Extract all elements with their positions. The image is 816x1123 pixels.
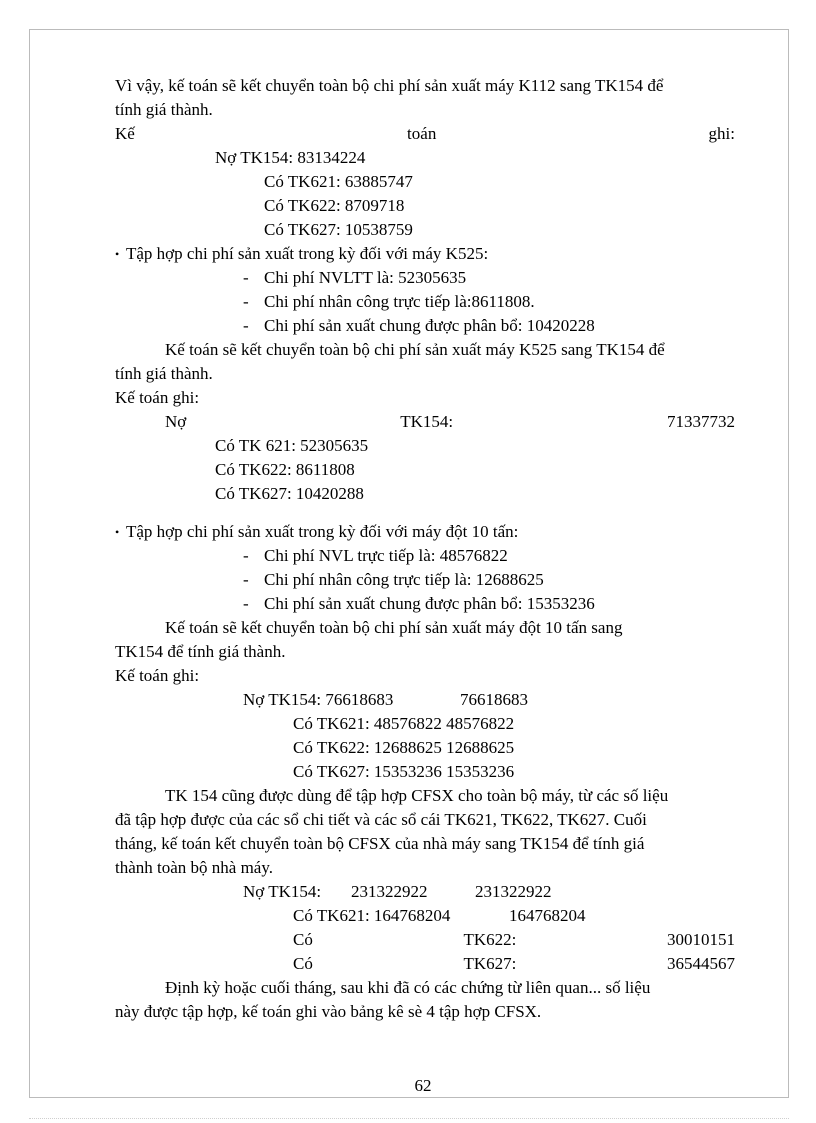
dot10-credit: Có TK622: 12688625 12688625 [293,738,515,757]
dash-icon: - [243,570,249,589]
dot10-item [243,570,544,590]
dot10-item [243,546,508,566]
tk154-debit-amount-2: 231322922 [475,882,552,901]
word: ghi: [708,124,735,143]
final-para-line-1: Định kỳ hoặc cuối tháng, sau khi đã có các chứng từ liên quan... số liệu [165,978,651,997]
tk154-para-line: tháng, kế toán kết chuyển toàn bộ CFSX của nhà máy sang TK154 để tính giá [115,834,645,853]
amount: 36544567 [666,954,735,973]
amount: 30010151 [666,930,735,949]
tk154-debit-label: Nợ TK154: [243,882,322,901]
amount: 71337732 [666,412,735,431]
dash-icon: - [243,316,249,335]
entry1-credit: Có TK621: 63885747 [264,172,413,191]
dash-icon: - [243,546,249,565]
dash-icon: - [243,594,249,613]
item-text: Chi phí sản xuất chung được phân bổ: 10420228 [264,316,595,335]
tk154-para-line: TK 154 cũng được dùng để tập hợp CFSX cho toàn bộ máy, từ các số liệu [165,786,669,805]
item-text: Chi phí NVL trực tiếp là: 48576822 [264,546,508,565]
k525-item [243,292,535,312]
tk154-credit-621-amount: 164768204 [509,906,586,925]
entry1-debit: Nợ TK154: 83134224 [215,148,366,167]
entry1-credit: Có TK622: 8709718 [264,196,405,215]
k525-credit: Có TK 621: 52305635 [215,436,369,455]
dot10-debit-amount: 76618683 [460,690,528,709]
ke-toan-ghi-line [115,124,735,144]
k525-item [243,268,466,288]
heading-text: Tập hợp chi phí sản xuất trong kỳ đối với máy K525: [126,244,489,263]
word: Có [293,930,313,949]
tk154-credit-621: Có TK621: 164768204 [293,906,451,925]
dot10-credit: Có TK627: 15353236 15353236 [293,762,515,781]
item-text: Chi phí nhân công trực tiếp là:8611808. [264,292,535,311]
heading-text: Tập hợp chi phí sản xuất trong kỳ đối với máy đột 10 tấn: [126,522,519,541]
entry1-credit: Có TK627: 10538759 [264,220,413,239]
tk154-credit-622 [293,930,735,950]
word: Có [293,954,313,973]
word: Nợ [165,412,187,431]
page-number: 62 [414,1076,432,1095]
k525-debit [165,412,735,432]
intro-line-1: Vì vậy, kế toán sẽ kết chuyển toàn bộ chi phí sản xuất máy K112 sang TK154 để [115,76,664,95]
k525-item [243,316,595,336]
dash-icon: - [243,292,249,311]
dot10-para-line-1: Kế toán sẽ kết chuyển toàn bộ chi phí sản xuất máy đột 10 tấn sang [165,618,623,637]
dot10-debit: Nợ TK154: 76618683 [243,690,394,709]
bottom-dotted-divider [29,1118,789,1119]
item-text: Chi phí NVLTT là: 52305635 [264,268,467,287]
dot10-ke-toan-ghi: Kế toán ghi: [115,666,200,685]
word: Kế [115,124,135,143]
intro-line-2: tính giá thành. [115,100,213,119]
bullet-icon: • [115,247,120,261]
dot10-heading [115,522,518,542]
dot10-item [243,594,595,614]
word: TK627: [463,954,517,973]
tk154-para-line: đã tập hợp được của các sổ chi tiết và các sổ cái TK621, TK622, TK627. Cuối [115,810,647,829]
word: TK622: [463,930,517,949]
word: TK154: [400,412,454,431]
k525-credit: Có TK627: 10420288 [215,484,364,503]
k525-ke-toan-ghi: Kế toán ghi: [115,388,200,407]
dash-icon: - [243,268,249,287]
dot10-para-line-2: TK154 để tính giá thành. [115,642,286,661]
final-para-line-2: này được tập hợp, kế toán ghi vào bảng kê sè 4 tập hợp CFSX. [115,1002,542,1021]
k525-para-line-1: Kế toán sẽ kết chuyển toàn bộ chi phí sản xuất máy K525 sang TK154 để [165,340,665,359]
k525-credit: Có TK622: 8611808 [215,460,355,479]
item-text: Chi phí nhân công trực tiếp là: 12688625 [264,570,544,589]
item-text: Chi phí sản xuất chung được phân bổ: 15353236 [264,594,595,613]
k525-heading [115,244,488,264]
tk154-debit-amount: 231322922 [351,882,428,901]
bullet-icon: • [115,525,120,539]
word: toán [407,124,437,143]
tk154-credit-627 [293,954,735,974]
k525-para-line-2: tính giá thành. [115,364,213,383]
dot10-credit: Có TK621: 48576822 48576822 [293,714,515,733]
tk154-para-line: thành toàn bộ nhà máy. [115,858,273,877]
